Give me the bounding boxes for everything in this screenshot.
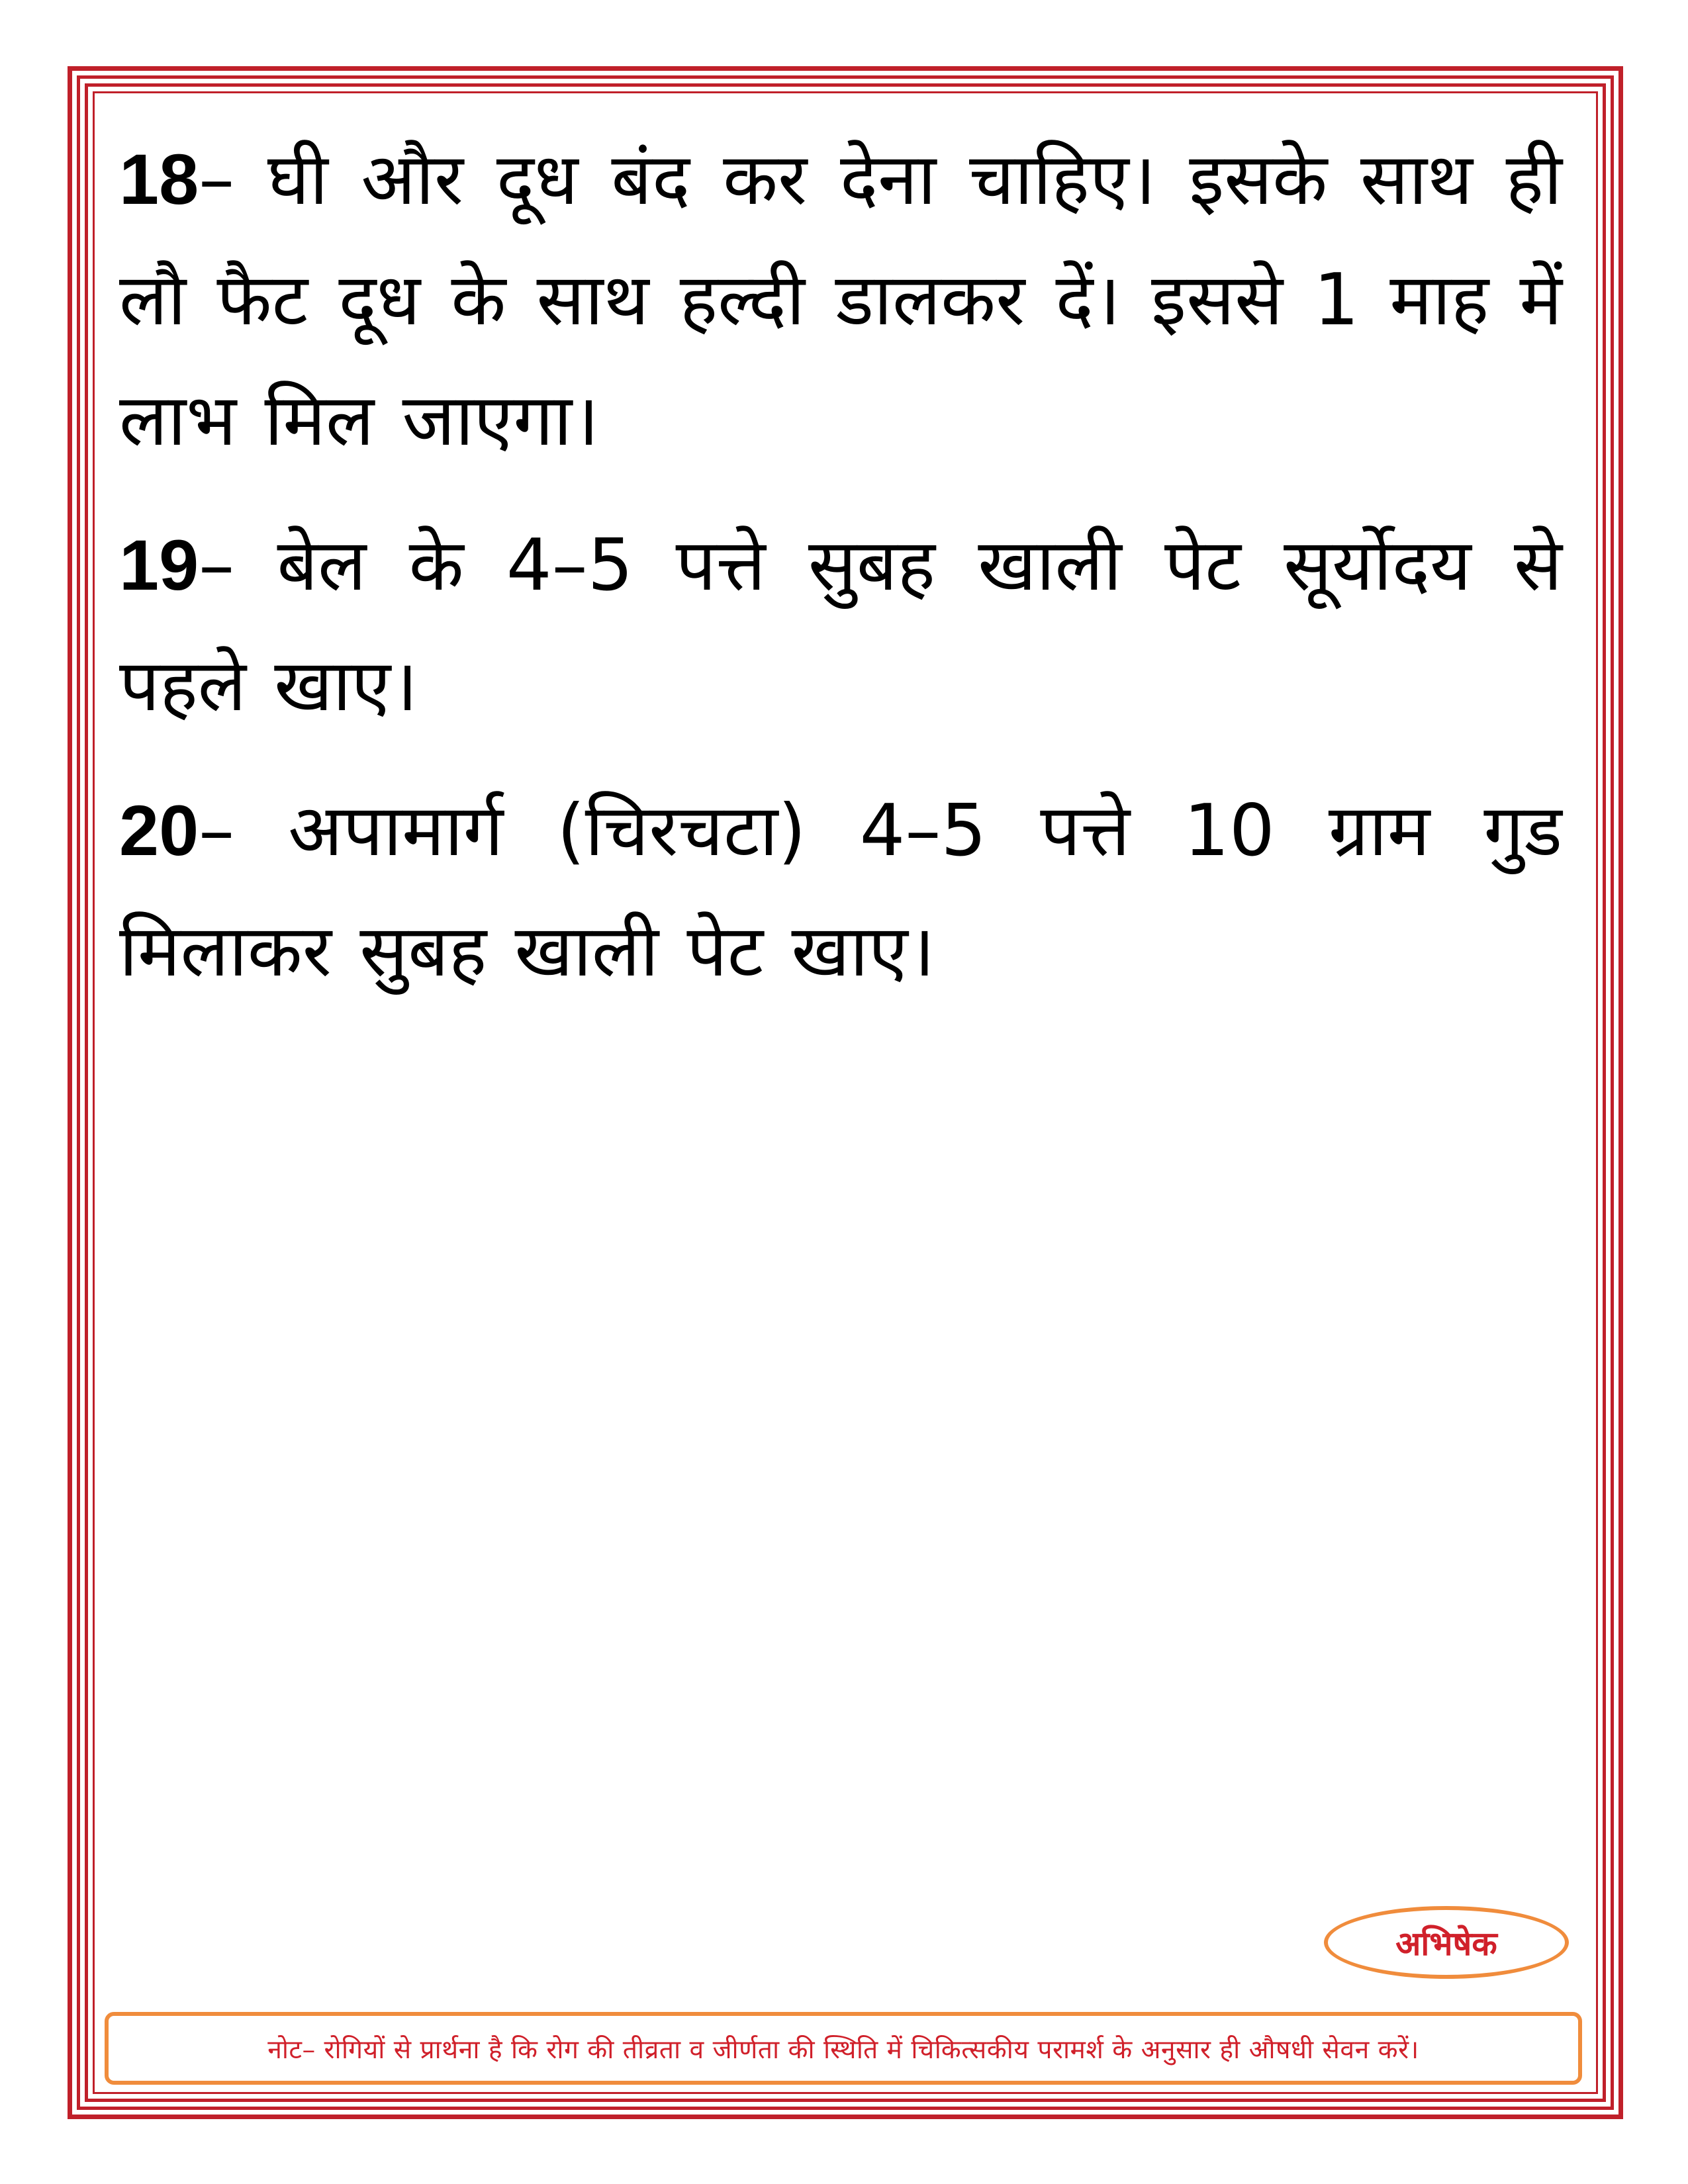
remedy-item-19	[119, 505, 1562, 747]
remedy-item-18	[119, 119, 1562, 481]
remedy-number: 20	[119, 790, 199, 870]
remedy-number: 18	[119, 139, 199, 219]
remedy-text: – घी और दूध बंद कर देना चाहिए। इसके साथ ही लौ फैट दूध के साथ हल्दी डालकर दें। इससे 1 माह में लाभ मिल जाएगा।	[119, 138, 1562, 462]
remedy-text: – अपामार्ग (चिरचटा) 4–5 पत्ते 10 ग्राम गुड मिलाकर सुबह खाली पेट खाए।	[119, 790, 1562, 993]
remedy-number: 19	[119, 525, 199, 605]
remedy-item-20	[119, 770, 1562, 1012]
remedy-text: – बेल के 4–5 पत्ते सुबह खाली पेट सूर्योदय से पहले खाए।	[119, 524, 1562, 727]
remedy-list	[119, 119, 1562, 1036]
disclaimer-note: नोट– रोगियों से प्रार्थना है कि रोग की तीव्रता व जीर्णता की स्थिति में चिकित्सकीय परामर्श के अनुसार ही औषधी सेवन करें।	[105, 2012, 1582, 2085]
signature-badge: अभिषेक	[1324, 1906, 1569, 1979]
